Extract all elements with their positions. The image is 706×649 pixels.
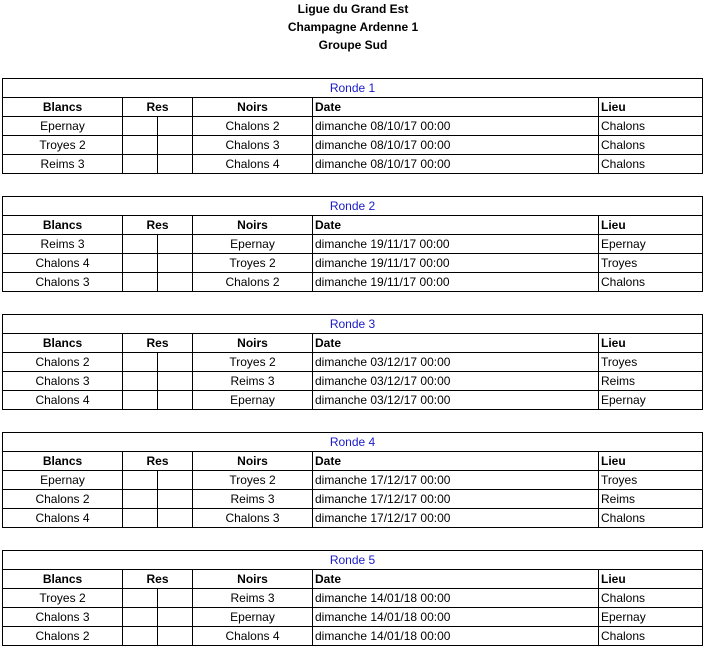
venue-cell: Reims xyxy=(599,490,703,509)
table-row xyxy=(3,589,703,608)
column-header-noirs: Noirs xyxy=(193,334,313,353)
date-cell: dimanche 17/12/17 00:00 xyxy=(313,471,599,490)
white-team-cell: Troyes 2 xyxy=(3,589,123,608)
column-header-res: Res xyxy=(123,334,193,353)
round-section xyxy=(2,196,702,292)
black-team-cell: Reims 3 xyxy=(193,589,313,608)
result-black-cell xyxy=(158,254,193,273)
white-team-cell: Chalons 4 xyxy=(3,509,123,528)
column-header-date: Date xyxy=(313,334,599,353)
result-white-cell xyxy=(123,235,158,254)
column-header-lieu: Lieu xyxy=(599,334,703,353)
table-row xyxy=(3,155,703,174)
result-white-cell xyxy=(123,509,158,528)
white-team-cell: Epernay xyxy=(3,117,123,136)
table-row xyxy=(3,235,703,254)
black-team-cell: Chalons 3 xyxy=(193,509,313,528)
result-black-cell xyxy=(158,136,193,155)
date-cell: dimanche 14/01/18 00:00 xyxy=(313,627,599,646)
date-cell: dimanche 08/10/17 00:00 xyxy=(313,136,599,155)
result-white-cell xyxy=(123,117,158,136)
column-header-res: Res xyxy=(123,570,193,589)
result-black-cell xyxy=(158,273,193,292)
round-title: Ronde 3 xyxy=(3,315,703,334)
date-cell: dimanche 03/12/17 00:00 xyxy=(313,372,599,391)
result-black-cell xyxy=(158,117,193,136)
round-title: Ronde 2 xyxy=(3,197,703,216)
round-title: Ronde 1 xyxy=(3,79,703,98)
black-team-cell: Chalons 2 xyxy=(193,117,313,136)
date-cell: dimanche 19/11/17 00:00 xyxy=(313,235,599,254)
venue-cell: Chalons xyxy=(599,509,703,528)
column-header-date: Date xyxy=(313,452,599,471)
column-header-row xyxy=(3,98,703,117)
result-black-cell xyxy=(158,235,193,254)
table-row xyxy=(3,509,703,528)
black-team-cell: Troyes 2 xyxy=(193,254,313,273)
white-team-cell: Epernay xyxy=(3,471,123,490)
round-table xyxy=(2,196,703,292)
column-header-lieu: Lieu xyxy=(599,216,703,235)
venue-cell: Chalons xyxy=(599,155,703,174)
column-header-blancs: Blancs xyxy=(3,452,123,471)
black-team-cell: Reims 3 xyxy=(193,372,313,391)
venue-cell: Reims xyxy=(599,372,703,391)
table-row xyxy=(3,372,703,391)
venue-cell: Troyes xyxy=(599,353,703,372)
black-team-cell: Troyes 2 xyxy=(193,471,313,490)
result-white-cell xyxy=(123,254,158,273)
venue-cell: Chalons xyxy=(599,136,703,155)
column-header-date: Date xyxy=(313,216,599,235)
black-team-cell: Reims 3 xyxy=(193,490,313,509)
round-title: Ronde 5 xyxy=(3,551,703,570)
division-title: Champagne Ardenne 1 xyxy=(287,20,419,34)
column-header-noirs: Noirs xyxy=(193,98,313,117)
white-team-cell: Troyes 2 xyxy=(3,136,123,155)
date-cell: dimanche 08/10/17 00:00 xyxy=(313,155,599,174)
column-header-blancs: Blancs xyxy=(3,98,123,117)
column-header-noirs: Noirs xyxy=(193,216,313,235)
result-white-cell xyxy=(123,627,158,646)
white-team-cell: Chalons 2 xyxy=(3,353,123,372)
round-section xyxy=(2,314,702,410)
column-header-blancs: Blancs xyxy=(3,570,123,589)
table-row xyxy=(3,254,703,273)
date-cell: dimanche 17/12/17 00:00 xyxy=(313,509,599,528)
result-black-cell xyxy=(158,471,193,490)
black-team-cell: Chalons 3 xyxy=(193,136,313,155)
column-header-date: Date xyxy=(313,98,599,117)
round-section xyxy=(2,550,702,646)
venue-cell: Epernay xyxy=(599,235,703,254)
white-team-cell: Chalons 4 xyxy=(3,391,123,410)
black-team-cell: Chalons 4 xyxy=(193,627,313,646)
column-header-blancs: Blancs xyxy=(3,334,123,353)
table-row xyxy=(3,490,703,509)
white-team-cell: Chalons 3 xyxy=(3,372,123,391)
date-cell: dimanche 19/11/17 00:00 xyxy=(313,254,599,273)
round-table xyxy=(2,432,703,528)
black-team-cell: Epernay xyxy=(193,235,313,254)
black-team-cell: Epernay xyxy=(193,608,313,627)
column-header-row xyxy=(3,216,703,235)
round-table xyxy=(2,78,703,174)
column-header-res: Res xyxy=(123,216,193,235)
venue-cell: Chalons xyxy=(599,273,703,292)
result-white-cell xyxy=(123,273,158,292)
column-header-row xyxy=(3,452,703,471)
column-header-lieu: Lieu xyxy=(599,570,703,589)
round-table xyxy=(2,550,703,646)
date-cell: dimanche 14/01/18 00:00 xyxy=(313,608,599,627)
round-section xyxy=(2,78,702,174)
white-team-cell: Chalons 2 xyxy=(3,490,123,509)
result-white-cell xyxy=(123,353,158,372)
venue-cell: Epernay xyxy=(599,608,703,627)
column-header-lieu: Lieu xyxy=(599,98,703,117)
venue-cell: Chalons xyxy=(599,117,703,136)
white-team-cell: Chalons 3 xyxy=(3,608,123,627)
column-header-res: Res xyxy=(123,452,193,471)
black-team-cell: Epernay xyxy=(193,391,313,410)
date-cell: dimanche 08/10/17 00:00 xyxy=(313,117,599,136)
result-white-cell xyxy=(123,372,158,391)
venue-cell: Troyes xyxy=(599,254,703,273)
column-header-noirs: Noirs xyxy=(193,452,313,471)
result-black-cell xyxy=(158,372,193,391)
column-header-row xyxy=(3,334,703,353)
result-black-cell xyxy=(158,589,193,608)
round-section xyxy=(2,432,702,528)
result-white-cell xyxy=(123,155,158,174)
date-cell: dimanche 19/11/17 00:00 xyxy=(313,273,599,292)
table-row xyxy=(3,117,703,136)
venue-cell: Troyes xyxy=(599,471,703,490)
result-black-cell xyxy=(158,155,193,174)
result-white-cell xyxy=(123,136,158,155)
date-cell: dimanche 17/12/17 00:00 xyxy=(313,490,599,509)
black-team-cell: Troyes 2 xyxy=(193,353,313,372)
result-black-cell xyxy=(158,353,193,372)
column-header-res: Res xyxy=(123,98,193,117)
table-row xyxy=(3,471,703,490)
table-row xyxy=(3,273,703,292)
table-row xyxy=(3,391,703,410)
result-white-cell xyxy=(123,608,158,627)
black-team-cell: Chalons 2 xyxy=(193,273,313,292)
white-team-cell: Reims 3 xyxy=(3,235,123,254)
column-header-row xyxy=(3,570,703,589)
page-header xyxy=(0,0,706,54)
table-row xyxy=(3,136,703,155)
result-black-cell xyxy=(158,490,193,509)
result-white-cell xyxy=(123,490,158,509)
date-cell: dimanche 14/01/18 00:00 xyxy=(313,589,599,608)
column-header-blancs: Blancs xyxy=(3,216,123,235)
venue-cell: Epernay xyxy=(599,391,703,410)
white-team-cell: Chalons 4 xyxy=(3,254,123,273)
venue-cell: Chalons xyxy=(599,589,703,608)
column-header-date: Date xyxy=(313,570,599,589)
column-header-noirs: Noirs xyxy=(193,570,313,589)
result-white-cell xyxy=(123,589,158,608)
white-team-cell: Reims 3 xyxy=(3,155,123,174)
table-row xyxy=(3,608,703,627)
result-black-cell xyxy=(158,509,193,528)
column-header-lieu: Lieu xyxy=(599,452,703,471)
date-cell: dimanche 03/12/17 00:00 xyxy=(313,391,599,410)
result-white-cell xyxy=(123,471,158,490)
result-black-cell xyxy=(158,627,193,646)
league-title: Ligue du Grand Est xyxy=(297,2,409,16)
date-cell: dimanche 03/12/17 00:00 xyxy=(313,353,599,372)
table-row xyxy=(3,353,703,372)
black-team-cell: Chalons 4 xyxy=(193,155,313,174)
table-row xyxy=(3,627,703,646)
result-black-cell xyxy=(158,391,193,410)
venue-cell: Chalons xyxy=(599,627,703,646)
white-team-cell: Chalons 2 xyxy=(3,627,123,646)
result-white-cell xyxy=(123,391,158,410)
white-team-cell: Chalons 3 xyxy=(3,273,123,292)
result-black-cell xyxy=(158,608,193,627)
group-title: Groupe Sud xyxy=(318,38,388,52)
round-table xyxy=(2,314,703,410)
round-title: Ronde 4 xyxy=(3,433,703,452)
